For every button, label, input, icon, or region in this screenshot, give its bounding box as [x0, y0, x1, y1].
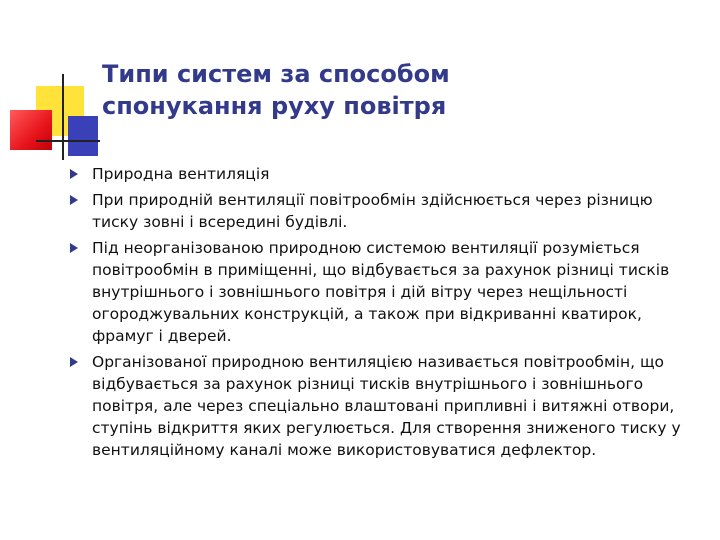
- triangle-bullet-icon: [70, 357, 78, 367]
- triangle-bullet-icon: [70, 243, 78, 253]
- bullet-text: При природній вентиляції повітрообмін здійснюється через різницю тиску зовні і всередині будівлі.: [92, 191, 653, 231]
- bullet-text: Природна вентиляція: [92, 165, 270, 183]
- slide-title-line-1: Типи систем за способом: [102, 60, 450, 88]
- bullet-item: [70, 237, 685, 347]
- bullet-item: [70, 351, 685, 461]
- decor-red-square: [10, 110, 52, 150]
- bullet-item: [70, 189, 685, 233]
- slide-title-line-2: спонукання руху повітря: [102, 92, 447, 120]
- triangle-bullet-icon: [70, 169, 78, 179]
- bullet-list: [70, 163, 685, 465]
- decor-horizontal-line: [36, 140, 100, 142]
- bullet-text: Організованої природною вентиляцією називається повітрообмін, що відбувається за рахунок різниці тисків внутрішнього і зовнішнього повітря, але через спеціально влаштовані припливні і витяжні отвори, ступінь відкриття яких регулюється. Для створення зниженого тиску у вентиляційному каналі може використовуватися дефлектор.: [92, 353, 681, 459]
- bullet-item: [70, 163, 685, 185]
- triangle-bullet-icon: [70, 195, 78, 205]
- decor-blue-square: [68, 116, 98, 156]
- slide-title: [102, 58, 662, 122]
- decor-vertical-line: [62, 74, 64, 160]
- bullet-text: Під неорганізованою природною системою вентиляції розуміється повітрообмін в приміщенні, що відбувається за рахунок різниці тисків внутрішнього і зовнішнього повітря і дій вітру через нещільності огороджувальних конструкцій, а також при відкриванні кватирок, фрамуг і дверей.: [92, 239, 670, 345]
